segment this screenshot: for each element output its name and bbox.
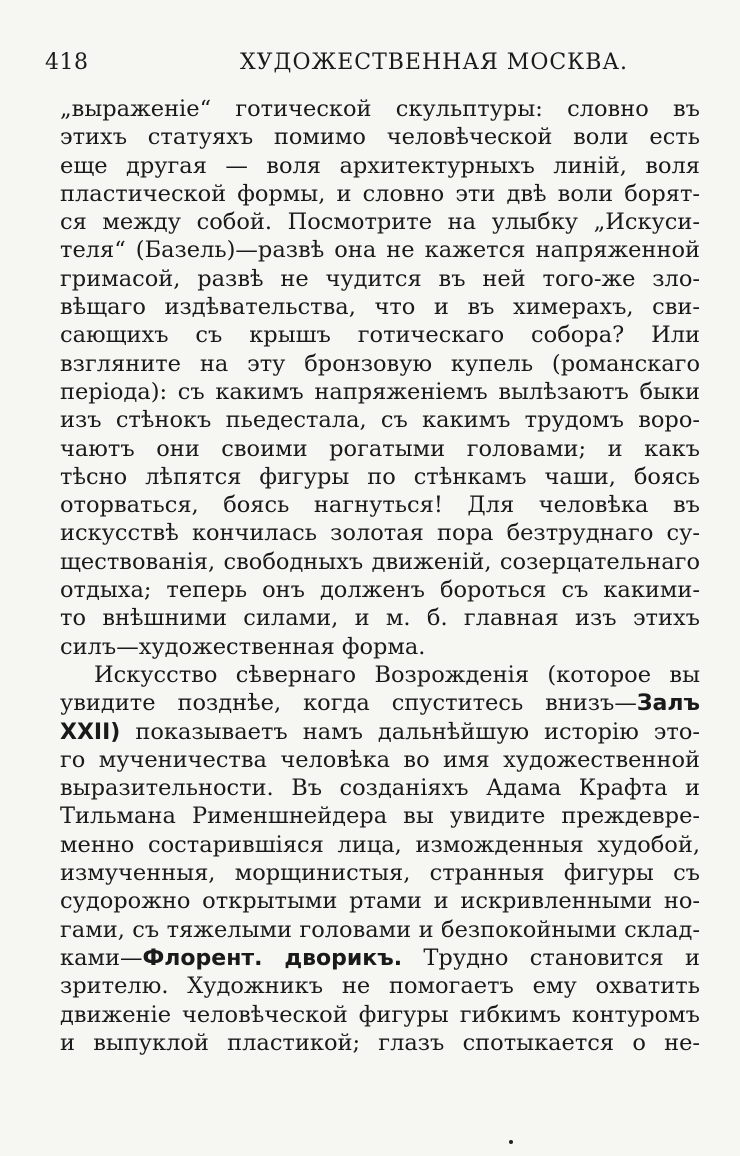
text-line: менно состарившіяся лица, изможденныя худобой, xyxy=(60,831,700,858)
text-line: зрителю. Художникъ не помогаетъ ему охватить xyxy=(60,973,700,1000)
text-line: искусствѣ кончилась золотая пора безтруднаго су- xyxy=(60,520,700,547)
running-title: ХУДОЖЕСТВЕННАЯ МОСКВА. xyxy=(240,50,629,75)
text-line: Тильмана Рименшнейдера вы увидите преждевре- xyxy=(60,803,700,830)
text-line: гримасой, развѣ не чудится въ ней того-же зло- xyxy=(60,265,700,292)
text-line: и выпуклой пластикой; глазъ спотыкается о не- xyxy=(60,1029,700,1056)
courtyard-reference: Флорент. дворикъ. xyxy=(142,945,403,971)
text-line: силъ—художественная форма. xyxy=(60,633,426,660)
body-text xyxy=(60,95,700,1057)
text-line: сающихъ съ крышъ готическаго собора? Или xyxy=(60,322,700,349)
text-line: оторваться, боясь нагнуться! Для человѣка въ xyxy=(60,492,700,519)
text-line: теля“ (Базель)—развѣ она не кажется напряженной xyxy=(60,237,700,264)
text-line: движеніе человѣческой фигуры гибкимъ контуромъ xyxy=(60,1001,700,1028)
text-line: чаютъ они своими рогатыми головами; и какъ xyxy=(60,435,700,462)
text-line: то внѣшними силами, и м. б. главная изъ этихъ xyxy=(60,605,700,632)
text-line: выразительности. Въ созданіяхъ Адама Крафта и xyxy=(60,775,700,802)
line-text: Трудно становится и xyxy=(402,944,700,971)
text-line: го мученичества человѣка во имя художественной xyxy=(60,746,700,773)
text-line: вѣщаго издѣвательства, что и въ химерахъ, сви- xyxy=(60,294,700,321)
text-line xyxy=(60,689,700,717)
text-line: отдыха; теперь онъ долженъ бороться съ какими- xyxy=(60,577,700,604)
text-line: взгляните на эту бронзовую купель (романскаго xyxy=(60,350,700,377)
text-line: еще другая — воля архитектурныхъ линій, воля xyxy=(60,152,700,179)
text-line: ществованія, свободныхъ движеній, созерцательнаго xyxy=(60,548,700,575)
hall-reference: Залъ xyxy=(636,691,700,717)
print-speck xyxy=(509,1140,513,1144)
text-line xyxy=(60,718,700,746)
line-text: показываетъ намъ дальнѣйшую исторію это- xyxy=(120,718,700,745)
text-line: изъ стѣнокъ пьедестала, съ какимъ трудомъ воро- xyxy=(60,407,700,434)
line-text: ками— xyxy=(60,944,143,971)
text-line: гами, съ тяжелыми головами и безпокойными склад- xyxy=(60,916,700,943)
text-line: тѣсно лѣпятся фигуры по стѣнкамъ чаши, боясь xyxy=(60,463,700,490)
text-line: ся между собой. Посмотрите на улыбку „Искуси- xyxy=(60,209,700,236)
hall-number: XXII) xyxy=(60,719,121,745)
page-header xyxy=(40,50,700,80)
text-line: измученныя, морщинистыя, странныя фигуры съ xyxy=(60,860,700,887)
line-text: увидите позднѣе, когда спуститесь внизъ— xyxy=(60,690,637,717)
text-line xyxy=(60,944,700,972)
text-line: періода): съ какимъ напряженіемъ вылѣзаютъ быки xyxy=(60,378,700,405)
text-line: „выраженіе“ готической скульптуры: словно въ xyxy=(60,96,700,122)
text-line: судорожно открытыми ртами и искривленными но- xyxy=(60,888,700,915)
page-number: 418 xyxy=(45,50,89,75)
text-line: Искусство сѣвернаго Возрожденія (которое вы xyxy=(94,661,700,688)
paragraph-1 xyxy=(60,95,700,661)
text-line: пластической формы, и словно эти двѣ воли борят- xyxy=(60,180,700,207)
paragraph-2 xyxy=(60,661,700,1057)
text-line: этихъ статуяхъ помимо человѣческой воли есть xyxy=(60,124,700,151)
